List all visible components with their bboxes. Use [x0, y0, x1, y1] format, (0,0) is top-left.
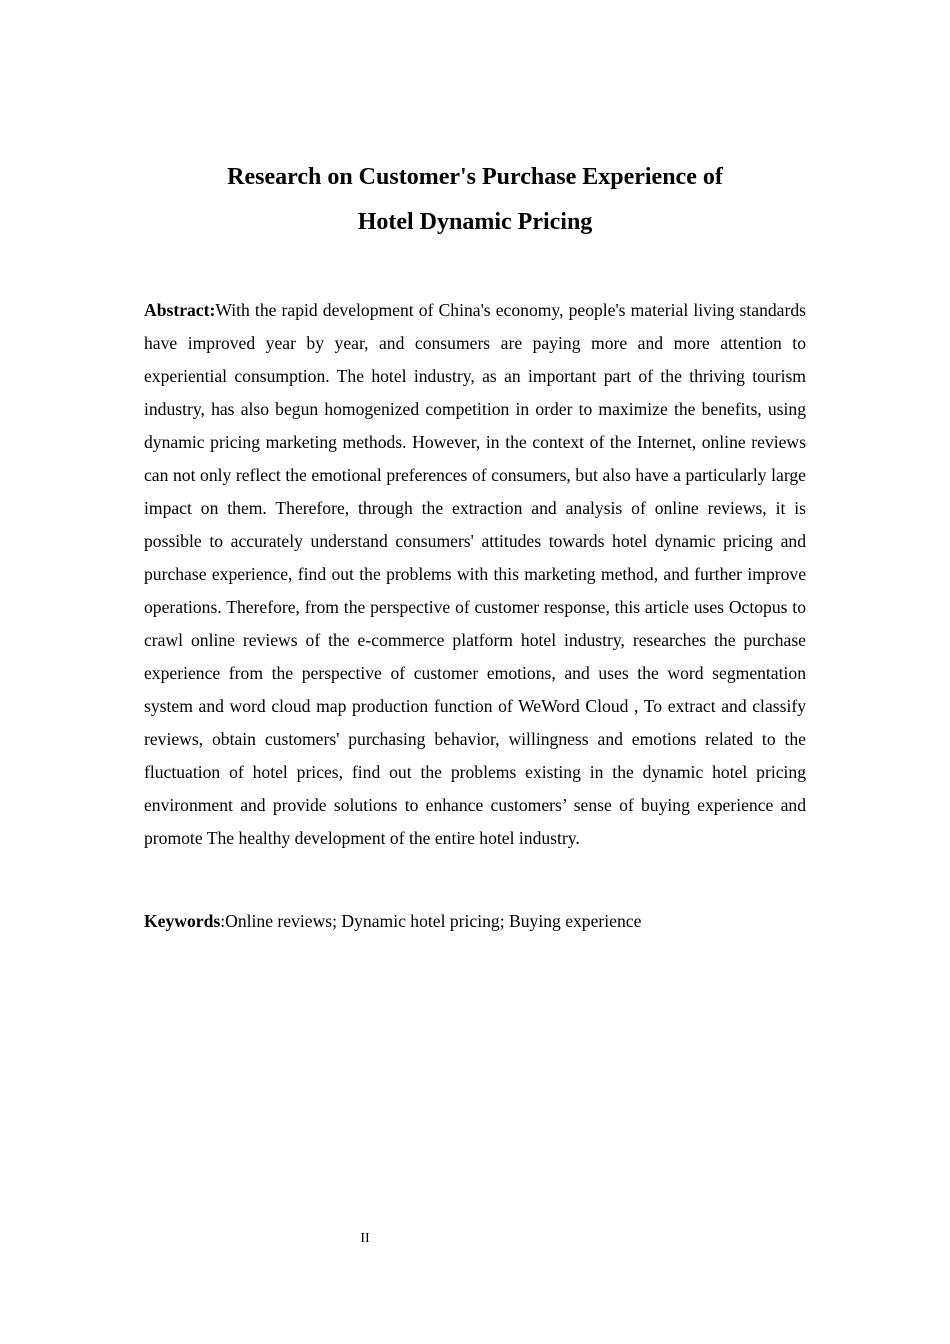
page-number: II — [360, 1231, 370, 1246]
keywords-text: :Online reviews; Dynamic hotel pricing; Buying experience — [220, 911, 642, 931]
title-line-1: Research on Customer's Purchase Experience of — [227, 164, 723, 190]
abstract-text: With the rapid development of China's economy, people's material living standards have improved year by year, and consumers are paying more and more attention to experiential consumption. The hotel industry, as an important part of the thriving tourism industry, has also begun homogenized competition in order to maximize the benefits, using dynamic pricing marketing methods. However, in the context of the Internet, online reviews can not only reflect the emotional preferences of consumers, but also have a particularly large impact on them. Therefore, through the extraction and analysis of online reviews, it is possible to accurately understand consumers' attitudes towards hotel dynamic pricing and purchase experience, find out the problems with this marketing method, and further improve operations. Therefore, from the perspective of customer response, this article uses Octopus to crawl online reviews of the e-commerce platform hotel industry, researches the purchase experience from the perspective of customer emotions, and uses the word segmentation system and word cloud map production function of WeWord Cloud , To extract and classify reviews, obtain customers' purchasing behavior, willingness and emotions related to the fluctuation of hotel prices, find out the problems existing in the dynamic hotel pricing environment and provide solutions to enhance customers’ sense of buying experience and promote The healthy development of the entire hotel industry. — [144, 300, 806, 848]
abstract-paragraph — [144, 294, 806, 855]
title-line-2: Hotel Dynamic Pricing — [357, 209, 593, 235]
page-title — [130, 155, 820, 245]
keywords-paragraph — [144, 905, 806, 938]
keywords-label: Keywords — [144, 911, 221, 931]
abstract-label: Abstract: — [144, 300, 216, 320]
